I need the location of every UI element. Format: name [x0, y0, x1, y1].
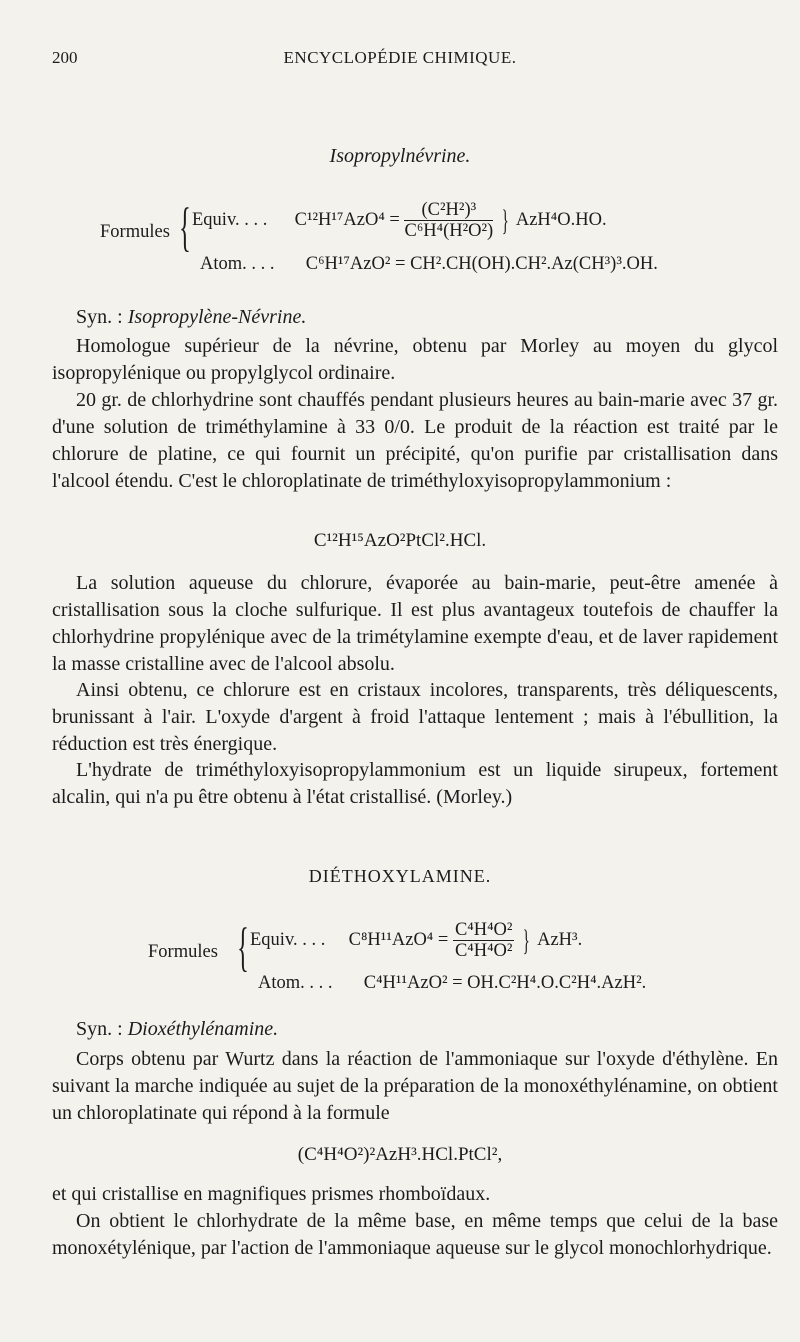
page-header: [52, 48, 748, 72]
paragraph: L'hydrate de triméthyloxyisopropylammonium est un liquide sirupeux, fortement alcalin, qui n'a pu être obtenu à l'état cristallisé. (Morley.): [52, 759, 778, 808]
equiv-rhs: AzH⁴O.HO.: [515, 209, 607, 230]
equiv-lhs: C⁸H¹¹AzO⁴ =: [348, 929, 449, 950]
left-brace: {: [179, 197, 191, 257]
formula-label: Formules: [148, 942, 218, 962]
synonym-line: [76, 306, 306, 329]
equiv-label: Equiv. . . .: [250, 929, 326, 950]
section-title-diethoxylamine: DIÉTHOXYLAMINE.: [308, 866, 492, 886]
equiv-numerator: C⁴H⁴O²: [454, 920, 513, 940]
paragraph: On obtient le chlorhydrate de la même base, en même temps que celui de la base monoxétylénique, par l'action de l'ammoniaque aqueuse sur le glycol monochlorhydrique.: [52, 1210, 778, 1259]
running-title: ENCYCLOPÉDIE CHIMIQUE.: [283, 48, 517, 67]
equiv-numerator: (C²H²)³: [404, 200, 493, 221]
equiv-rhs: AzH³.: [537, 929, 583, 950]
syn-label: Syn. :: [76, 306, 123, 328]
formula-label: Formules: [100, 222, 170, 242]
paragraph: Corps obtenu par Wurtz dans la réaction de l'ammoniaque sur l'oxyde d'éthylène. En suivant la marche indiquée au sujet de la préparation de la monoxéthylénamine, on obtient un chloroplatinate qui répond à la formule: [52, 1048, 778, 1124]
equiv-fraction: [404, 200, 493, 241]
paragraph: 20 gr. de chlorhydrine sont chauffés pendant plusieurs heures au bain-marie avec 37 gr. d'une solution de triméthylamine à 33 0/0. Le produit de la réaction est traité par le chlorure de platine, ce qui fournit un précipité, qu'on purifie par cristallisation dans l'alcool étendu. C'est le chloroplatinate de triméthyloxyisopropylammonium :: [52, 389, 778, 492]
paragraph: Ainsi obtenu, ce chlorure est en cristaux incolores, transparents, très déliquescents, brunissant à l'air. L'oxyde d'argent à froid l'attaque lentement ; mais à l'ébullition, la réduction est très énergique.: [52, 679, 778, 755]
left-brace: {: [237, 917, 249, 977]
atom-row: [258, 973, 646, 994]
formula-block-2: [148, 916, 778, 1006]
equiv-fraction: [453, 920, 515, 961]
paragraph: et qui cristallise en magnifiques prismes rhomboïdaux.: [52, 1183, 491, 1205]
syn-value: Dioxéthylénamine.: [127, 1018, 279, 1040]
atom-formula: C⁴H¹¹AzO² = OH.C²H⁴.O.C²H⁴.AzH².: [363, 973, 647, 993]
formula-chloroplatinate: C¹²H¹⁵AzO²PtCl².HCl.: [313, 530, 487, 551]
synonym-line: [76, 1018, 278, 1041]
atom-formula: C⁶H¹⁷AzO² = CH².CH(OH).CH².Az(CH³)³.OH.: [305, 254, 658, 274]
atom-label: Atom. . . .: [258, 973, 333, 993]
syn-label: Syn. :: [76, 1018, 123, 1040]
paragraph: La solution aqueuse du chlorure, évaporée au bain-marie, peut-être amenée à cristallisation sous la cloche sulfurique. Il est plus avantageux toutefois de chauffer la chlorhydrine propylénique avec de la trimétylamine exempte d'eau, et de laver rapidement la masse cristalline avec de l'alcool absolu.: [52, 572, 778, 675]
paragraph: Homologue supérieur de la névrine, obtenu par Morley au moyen du glycol isopropylénique ou propylglycol ordinaire.: [52, 335, 778, 384]
syn-value: Isopropylène-Névrine.: [127, 306, 307, 328]
right-brace: }: [501, 203, 509, 237]
formula-chloroplatinate-2: (C⁴H⁴O²)²AzH³.HCl.PtCl²,: [297, 1144, 503, 1165]
section-title-isopropylnevrine: Isopropylnévrine.: [329, 145, 471, 167]
atom-row: [200, 254, 658, 275]
page-number: 200: [52, 48, 78, 67]
equiv-row: [250, 920, 582, 961]
equiv-denominator: C⁴H⁴O²: [454, 941, 513, 961]
equiv-row: [192, 200, 607, 241]
formula-block-1: [100, 188, 780, 288]
right-brace: }: [522, 923, 530, 957]
equiv-label: Equiv. . . .: [192, 209, 268, 230]
equiv-denominator: C⁶H⁴(H²O²): [404, 221, 494, 241]
atom-label: Atom. . . .: [200, 254, 275, 274]
equiv-lhs: C¹²H¹⁷AzO⁴ =: [294, 209, 400, 230]
